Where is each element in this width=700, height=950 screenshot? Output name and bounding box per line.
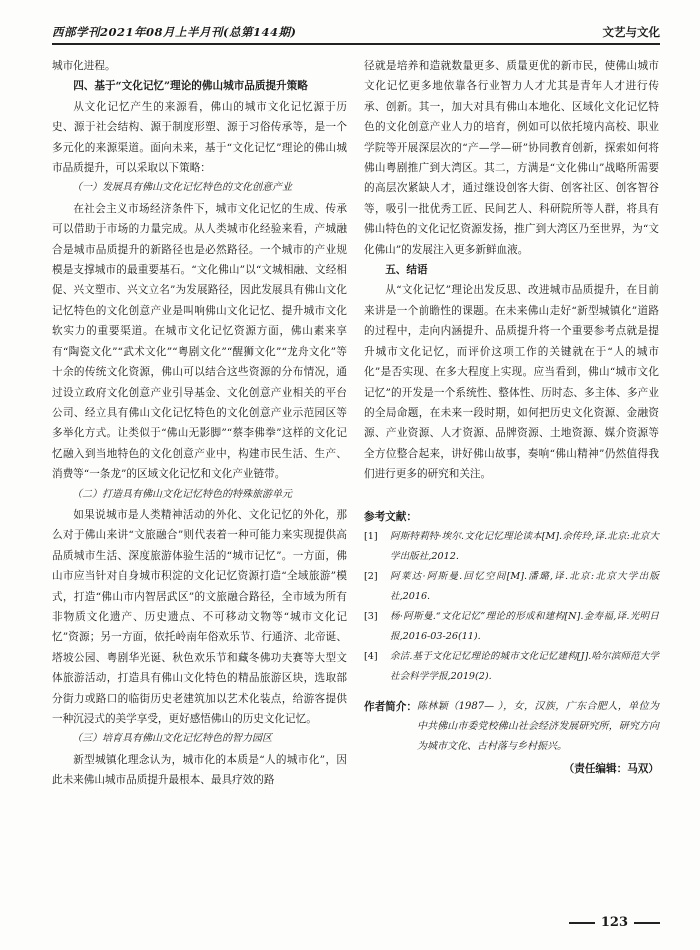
page-number: 123: [600, 915, 628, 930]
body-paragraph: 在社会主义市场经济条件下，城市文化记忆的生成、传承可以借助于市场的力量完成。从人类城市化经验来看，产城融合是城市品质提升的新路径也是必然路径。一个城市的产业规模是支撑城市的最重要基石。“文化佛山”以“文城相融、文经相促、兴文塑市、兴文立名”为发展路径，因此发展具有佛山文化记忆特色的文化创意产业是叫响佛山文化记忆、提升城市文化软实力的重要渠道。在城市文化记忆资源方面，佛山素来享有“陶瓷文化”“武术文化”“粤剧文化”“醒狮文化”“龙舟文化”等十余的传统文化资源，佛山可以结合这些资源的分布情况，通过设立政府文化创意产业引导基金、文化创意产业相关的平台公司、经立具有佛山文化记忆特色的文化创意产业示范园区等多举化方式。让类似于“佛山无影脚”“蔡李佛拳”这样的文化记忆融入到当地特色的文化创意产业中，构建市民生活、生产、消费等“一条龙”的区域文化记忆和文化产业链带。: [52, 202, 347, 481]
right-column: [364, 56, 659, 779]
reference-text: 阿斯特莉特·埃尔.文化记忆理论读本[M].余传玲,译.北京:北京大学出版社,2012.: [390, 530, 659, 562]
reference-text: 余洁.基于文化记忆理论的城市文化记忆建构[J].哈尔滨师范大学社会科学学报,2019(2).: [390, 650, 659, 682]
left-column: [52, 56, 347, 791]
section-heading: 五、结语: [385, 264, 428, 277]
body-paragraph: 从“文化记忆”理论出发反思、改进城市品质提升，在目前来讲是一个前瞻性的课题。在未来佛山走好“新型城镇化”道路的过程中，走向内涵提升、品质提升将一个重要参考点就是提升城市文化记忆，而评价这项工作的关键就在于“人的城市化”是否实现、在多大程度上实现。应当看到，佛山“城市文化记忆”的开发是一个系统性、整体性、历时态、多主体、多产业的全局命题，在未来一段时期，如何把历史文化资源、金融资源、产业资源、人才资源、品牌资源、土地资源、媒介资源等全方位整合起来，讲好佛山故事，奏响“佛山精神”仍然值得我们进行更多的研究和关注。: [364, 284, 659, 481]
body-paragraph: 城市化进程。: [52, 60, 116, 72]
references-title: 参考文献：: [364, 510, 417, 523]
author-bio-text: 陈林颖（1987— ），女，汉族，广东合肥人，单位为中共佛山市委党校佛山社会经济发展研究所，研究方向为城市文化、古村落与乡村振兴。: [416, 700, 659, 752]
page-footer: [540, 915, 660, 930]
reference-number: [1]: [364, 530, 378, 542]
author-bio: [364, 697, 659, 757]
reference-item: [364, 647, 659, 687]
subsection-heading: （一）发展具有佛山文化记忆特色的文化创意产业: [72, 182, 292, 194]
footer-dash-right: [634, 922, 660, 924]
reference-text: 杨·阿斯曼.“文化记忆”理论的形成和建构[N].金寿福,译.光明日报,2016-03-26(11).: [390, 610, 659, 642]
reference-number: [3]: [364, 610, 378, 622]
reference-item: [364, 607, 659, 647]
section-name: 文艺与文化: [602, 25, 660, 39]
right-column-body: [364, 56, 659, 485]
author-bio-label: 作者简介：: [364, 700, 417, 713]
reference-number: [2]: [364, 570, 378, 582]
responsible-editor: （责任编辑：马双）: [563, 762, 659, 775]
body-paragraph: 径就是培养和造就数量更多、质量更优的新市民，使佛山城市文化记忆更多地依靠各行业智力人才尤其是青年人才进行传承、创新。其一，加大对具有佛山本地化、区域化文化记忆特色的文化创意产业人力的培育，例如可以依托境内高校、职业学院等开展深层次的“产—学—研”协同教育创新，探索如何将佛山粤剧推广到大湾区。其二，方满是“文化佛山”战略所需要的高层次紧缺人才，通过继设创客大街、创客社区、创客智谷等，吸引一批优秀工匠、民间艺人、科研院所等人群，将具有佛山特色的文化记忆资源发扬，推广到大湾区乃至世界，为“文化佛山”的发展注入更多新鲜血液。: [364, 60, 659, 256]
references-list: [364, 527, 659, 687]
subsection-heading: （二）打造具有佛山文化记忆特色的特殊旅游单元: [72, 488, 292, 500]
reference-item: [364, 527, 659, 567]
footer-dash-left: [569, 922, 595, 924]
section-heading: 四、基于“文化记忆”理论的佛山城市品质提升策略: [73, 80, 308, 93]
reference-item: [364, 567, 659, 607]
reference-text: 阿莱达·阿斯曼.回忆空间[M].潘璐,译.北京:北京大学出版社,2016.: [390, 570, 659, 602]
body-paragraph: 从文化记忆产生的来源看，佛山的城市文化记忆源于历史、源于社会结构、源于制度形塑、源于习俗传承等，是一个多元化的来源渠道。面向未来，基于“文化记忆”理论的佛山城市品质提升，可以采取以下策略：: [52, 100, 347, 175]
body-paragraph: 如果说城市是人类精神活动的外化、文化记忆的外化，那么对于佛山来讲“文旅融合”则代表着一种可能力来实现提供高品质城市生活、深度旅游体验生活的“城市记忆”。一方面，佛山市应当针对自身城市积淀的文化记忆资源打造“全域旅游”模式，打造“佛山市内智居武区”的文旅融合路径，全市域为所有非物质文化遗产、历史遗点、不可移动文物等“城市文化记忆”资源；另一方面，依托岭南年俗欢乐节、行通济、北帝诞、塔坡公园、粤剧华光诞、秋色欢乐节和藏冬佛功夫赛等大型文体旅游活动，打造具有佛山文化特色的精品旅游区块，选取部分街力或路口的临街历史老建筑加以艺术化装点，给游客提供一种沉浸式的美学享受，更好感悟佛山的历史文化记忆。: [52, 508, 347, 725]
subsection-heading: （三）培育具有佛山文化记忆特色的智力园区: [72, 733, 272, 745]
journal-issue: 西部学刊2021年08月上半月刊(总第144期): [52, 25, 297, 39]
body-paragraph: 新型城镇化理念认为，城市化的本质是“人的城市化”，因此未来佛山城市品质提升最根本、最具疗效的路: [52, 753, 347, 787]
reference-number: [4]: [364, 650, 378, 662]
page-header: [52, 18, 660, 45]
